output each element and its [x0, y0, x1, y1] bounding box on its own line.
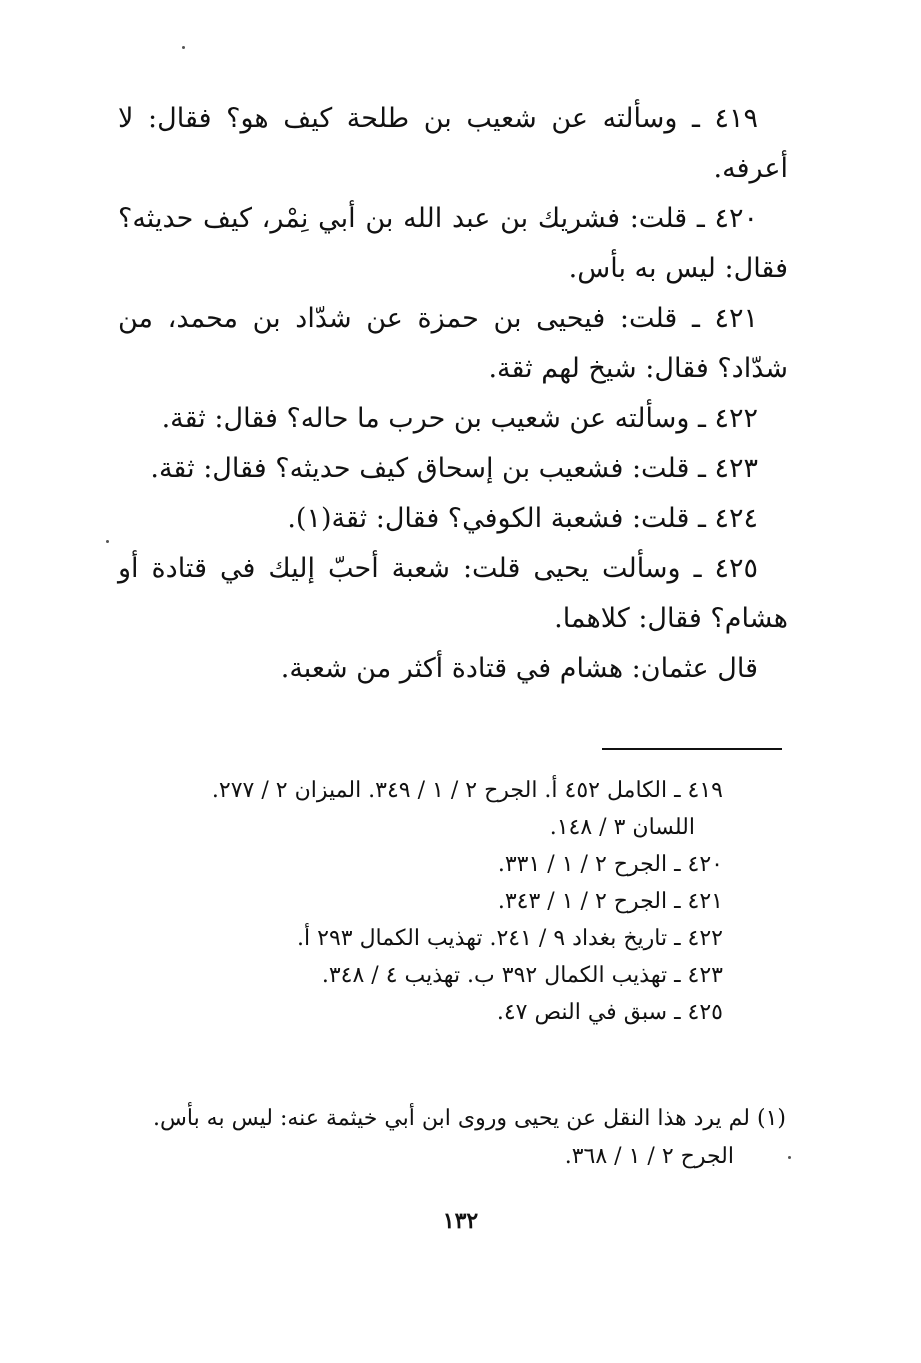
reference-419: ٤١٩ ـ الكامل ٤٥٢ أ. الجرح ٢ / ١ / ٣٤٩. الميزان ٢ / ٢٧٧. [211, 778, 723, 803]
entry-419: ٤١٩ ـ وسألته عن شعيب بن طلحة كيف هو؟ فقال: لا أعرفه. [118, 103, 788, 184]
scan-speck [106, 540, 109, 543]
references-list [118, 772, 723, 1031]
entry-423: ٤٢٣ ـ قلت: فشعيب بن إسحاق كيف حديثه؟ فقال: ثقة. [150, 453, 758, 484]
entry-421: ٤٢١ ـ قلت: فيحيى بن حمزة عن شدّاد بن محمد، من شدّاد؟ فقال: شيخ لهم ثقة. [118, 303, 788, 384]
footnote-line-1: (١) لم يرد هذا النقل عن يحيى وروى ابن أبي خيثمة عنه: ليس به بأس. [153, 1106, 786, 1131]
reference-419-continued: اللسان ٣ / ١٤٨. [549, 815, 695, 840]
reference-422: ٤٢٢ ـ تاريخ بغداد ٩ / ٢٤١. تهذيب الكمال ٢٩٣ أ. [297, 926, 723, 951]
footnote-divider [602, 748, 782, 750]
page-number: ١٣٢ [442, 1208, 479, 1234]
reference-420: ٤٢٠ ـ الجرح ٢ / ١ / ٣٣١. [497, 852, 723, 877]
scan-speck [182, 46, 185, 49]
reference-423: ٤٢٣ ـ تهذيب الكمال ٣٩٢ ب. تهذيب ٤ / ٣٤٨. [321, 963, 723, 988]
entry-424: ٤٢٤ ـ قلت: فشعبة الكوفي؟ فقال: ثقة(١). [287, 503, 758, 534]
entry-425: ٤٢٥ ـ وسألت يحيى قلت: شعبة أحبّ إليك في قتادة أو هشام؟ فقال: كلاهما. [118, 553, 788, 634]
entry-420: ٤٢٠ ـ قلت: فشريك بن عبد الله بن أبي نِمْر، كيف حديثه؟ فقال: ليس به بأس. [118, 203, 788, 284]
footnote [118, 1100, 786, 1176]
reference-425: ٤٢٥ ـ سبق في النص ٤٧. [496, 1000, 723, 1025]
reference-421: ٤٢١ ـ الجرح ٢ / ١ / ٣٤٣. [497, 889, 723, 914]
main-text [118, 94, 788, 694]
footnote-line-2: الجرح ٢ / ١ / ٣٦٨. [564, 1144, 734, 1169]
closing-note: قال عثمان: هشام في قتادة أكثر من شعبة. [280, 653, 758, 684]
scan-speck [788, 1156, 791, 1159]
entry-422: ٤٢٢ ـ وسألته عن شعيب بن حرب ما حاله؟ فقال: ثقة. [161, 403, 758, 434]
